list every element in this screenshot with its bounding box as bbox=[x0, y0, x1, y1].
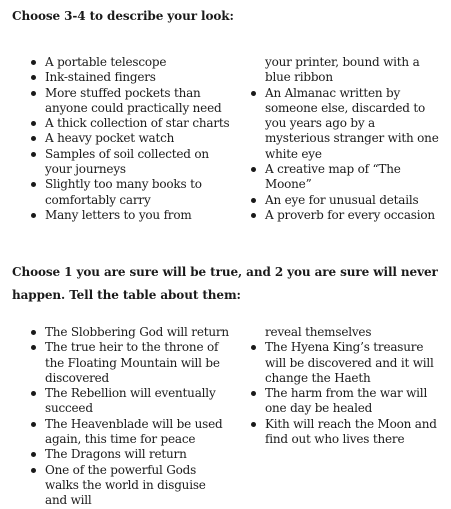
bullet-icon bbox=[31, 345, 36, 350]
bullet-icon bbox=[251, 91, 256, 96]
bullet-icon bbox=[31, 60, 36, 65]
list-item bbox=[250, 86, 440, 162]
bullet-icon bbox=[251, 213, 256, 218]
list-item bbox=[30, 417, 230, 448]
list-item bbox=[250, 193, 440, 208]
list-item bbox=[250, 417, 440, 448]
bullet-icon bbox=[31, 468, 36, 473]
look-options-right-column bbox=[250, 55, 440, 223]
bullet-icon bbox=[251, 198, 256, 203]
list-item bbox=[30, 177, 230, 208]
list-item bbox=[30, 340, 230, 386]
list-item-text: Many letters to you from bbox=[45, 207, 192, 222]
list-item-text: A heavy pocket watch bbox=[45, 131, 175, 146]
bullet-icon bbox=[31, 136, 36, 141]
list-item-text: Kith will reach the Moon and find out who lives there bbox=[265, 416, 437, 447]
list-item-text: Slightly too many books to comfortably carry bbox=[45, 177, 202, 207]
bullet-icon bbox=[31, 182, 36, 187]
bullet-icon bbox=[31, 121, 36, 126]
list-item bbox=[30, 55, 230, 70]
list-item bbox=[250, 162, 440, 193]
list-item bbox=[30, 147, 230, 178]
list-item bbox=[30, 447, 230, 462]
bullet-icon bbox=[31, 422, 36, 427]
list-item-continuation bbox=[250, 55, 440, 86]
list-item bbox=[250, 208, 440, 223]
bullet-icon bbox=[31, 213, 36, 218]
list-item-text: A creative map of “The Moone” bbox=[265, 162, 401, 192]
bullet-icon bbox=[31, 75, 36, 80]
bullet-icon bbox=[251, 167, 256, 172]
list-item-text: Ink-stained fingers bbox=[45, 70, 156, 85]
list-item bbox=[30, 70, 230, 85]
list-item-text: The harm from the war will one day be healed bbox=[265, 386, 428, 416]
list-item bbox=[30, 116, 230, 131]
list-item bbox=[30, 463, 230, 509]
list-item-text: The true heir to the throne of the Floating Mountain will be discovered bbox=[45, 340, 220, 385]
list-item-text: The Dragons will return bbox=[45, 447, 187, 462]
bullet-icon bbox=[31, 452, 36, 457]
list-item-text: The Heavenblade will be used again, this time for peace bbox=[45, 416, 223, 447]
list-item-text: One of the powerful Gods walks the world in disguise and will bbox=[45, 462, 206, 508]
list-item-text: your printer, bound with a blue ribbon bbox=[265, 55, 420, 85]
list-item-text: reveal themselves bbox=[265, 325, 372, 339]
bullet-icon bbox=[31, 330, 36, 335]
list-item bbox=[250, 386, 440, 417]
list-item-text: A portable telescope bbox=[45, 55, 167, 69]
section-2-heading-line-1: Choose 1 you are sure will be true, and 2 you are sure will never bbox=[12, 265, 438, 279]
list-item bbox=[30, 86, 230, 117]
list-item-text: Samples of soil collected on your journeys bbox=[45, 146, 209, 177]
section-1-heading: Choose 3-4 to describe your look: bbox=[12, 9, 234, 23]
list-item-text: An eye for unusual details bbox=[265, 192, 419, 207]
list-item-text: The Rebellion will eventually succeed bbox=[45, 386, 216, 416]
list-item bbox=[250, 340, 440, 386]
look-options-left-column bbox=[30, 55, 230, 223]
list-item-continuation bbox=[250, 325, 440, 340]
list-item-text: More stuffed pockets than anyone could practically need bbox=[45, 85, 222, 115]
bullet-icon bbox=[31, 391, 36, 396]
list-item bbox=[30, 208, 230, 223]
list-item-text: The Hyena King’s treasure will be discovered and it will change the Haeth bbox=[265, 340, 434, 385]
list-item-text: The Slobbering God will return bbox=[45, 325, 229, 339]
list-item bbox=[30, 325, 230, 340]
list-item-text: A proverb for every occasion bbox=[265, 207, 435, 222]
list-item-text: An Almanac written by someone else, discarded to you years ago by a mysterious stranger with one white eye bbox=[265, 85, 439, 161]
section-2-heading-line-2: happen. Tell the table about them: bbox=[12, 288, 241, 302]
prophecy-options-right-column bbox=[250, 325, 440, 447]
prophecy-options-left-column bbox=[30, 325, 230, 509]
list-item-text: A thick collection of star charts bbox=[45, 116, 230, 131]
bullet-icon bbox=[251, 422, 256, 427]
list-item bbox=[30, 386, 230, 417]
bullet-icon bbox=[251, 391, 256, 396]
bullet-icon bbox=[31, 91, 36, 96]
bullet-icon bbox=[251, 345, 256, 350]
bullet-icon bbox=[31, 152, 36, 157]
list-item bbox=[30, 131, 230, 146]
